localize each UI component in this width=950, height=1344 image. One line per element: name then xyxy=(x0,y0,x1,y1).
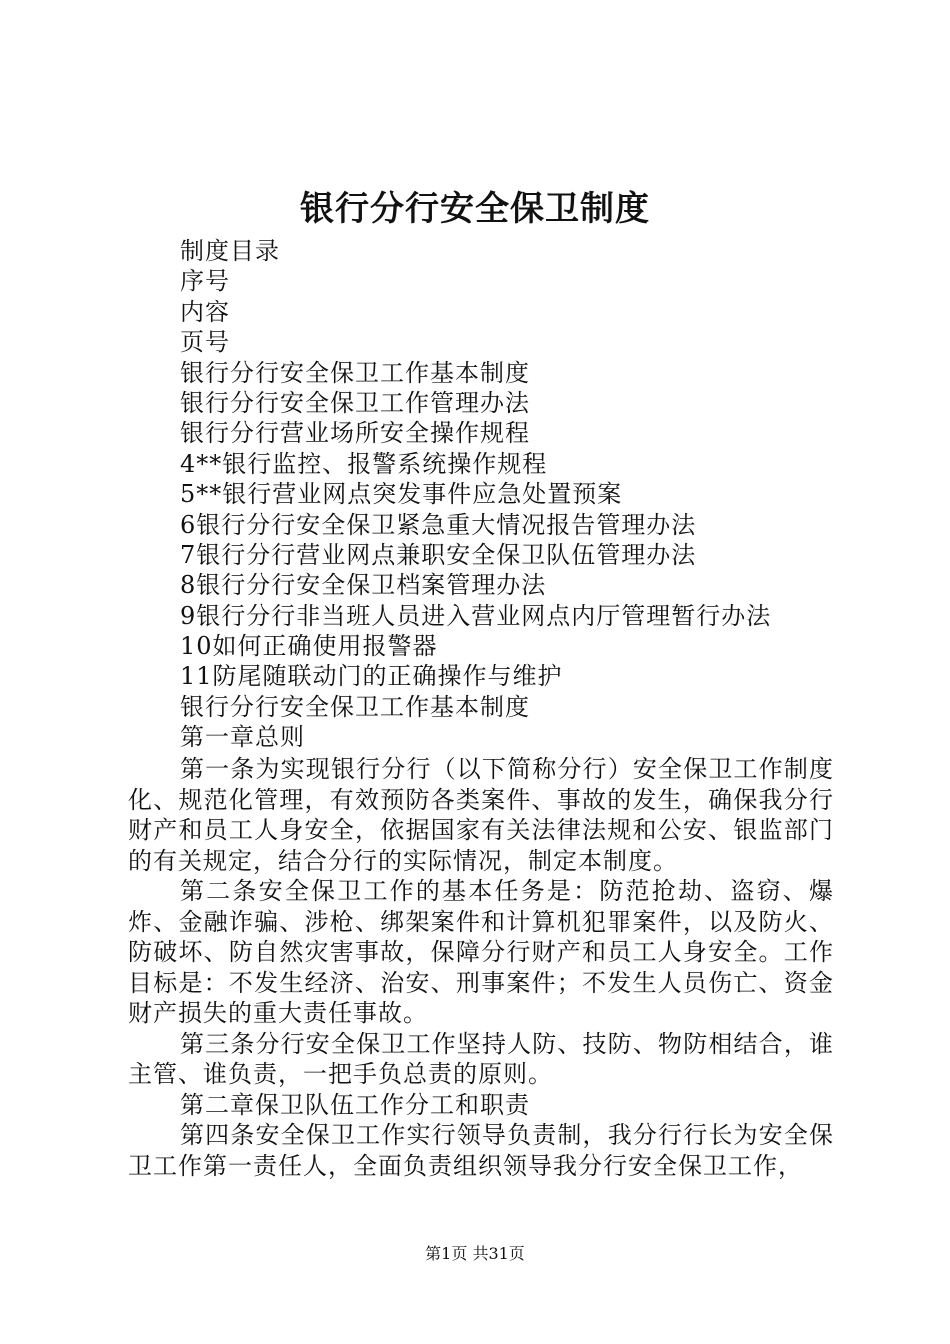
article-paragraph: 第二条安全保卫工作的基本任务是：防范抢劫、盗窃、爆炸、金融诈骗、涉枪、绑架案件和计算机犯罪案件，以及防火、防破坏、防自然灾害事故，保障分行财产和员工人身安全。工作目标是：不发生经济、治安、刑事案件；不发生人员伤亡、资金财产损失的重大责任事故。 xyxy=(128,877,834,1027)
toc-item: 7银行分行营业网点兼职安全保卫队伍管理办法 xyxy=(180,540,697,569)
page-footer: 第1页 共31页 xyxy=(425,1244,525,1263)
toc-item: 8银行分行安全保卫档案管理办法 xyxy=(180,571,547,600)
section-title: 银行分行安全保卫工作基本制度 xyxy=(180,692,530,721)
article-paragraph: 第四条安全保卫工作实行领导负责制，我分行行长为安全保卫工作第一责任人，全面负责组织领导我分行安全保卫工作， xyxy=(128,1121,834,1180)
toc-item: 10如何正确使用报警器 xyxy=(180,632,438,661)
toc-item: 6银行分行安全保卫紧急重大情况报告管理办法 xyxy=(180,510,697,539)
toc-item: 9银行分行非当班人员进入营业网点内厅管理暂行办法 xyxy=(180,601,772,630)
chapter-heading: 第二章保卫队伍工作分工和职责 xyxy=(180,1090,530,1119)
toc-column-number: 序号 xyxy=(180,267,230,296)
table-of-contents xyxy=(180,236,840,753)
document-body xyxy=(128,754,834,1181)
article-paragraph: 第一条为实现银行分行（以下简称分行）安全保卫工作制度化、规范化管理，有效预防各类案件、事故的发生，确保我分行财产和员工人身安全，依据国家有关法律法规和公安、银监部门的有关规定，结合分行的实际情况，制定本制度。 xyxy=(128,755,834,875)
toc-item: 4**银行监控、报警系统操作规程 xyxy=(180,449,548,478)
toc-item: 银行分行营业场所安全操作规程 xyxy=(180,419,530,448)
toc-column-page: 页号 xyxy=(180,328,230,357)
toc-item: 11防尾随联动门的正确操作与维护 xyxy=(180,662,563,691)
toc-column-content: 内容 xyxy=(180,297,230,326)
chapter-heading: 第一章总则 xyxy=(180,723,305,752)
toc-item: 银行分行安全保卫工作基本制度 xyxy=(180,358,530,387)
toc-item: 银行分行安全保卫工作管理办法 xyxy=(180,388,530,417)
document-title: 银行分行安全保卫制度 xyxy=(300,189,650,229)
toc-heading: 制度目录 xyxy=(180,237,280,265)
article-paragraph: 第三条分行安全保卫工作坚持人防、技防、物防相结合，谁主管、谁负责，一把手负总责的原则。 xyxy=(128,1029,834,1088)
toc-item: 5**银行营业网点突发事件应急处置预案 xyxy=(180,480,623,509)
